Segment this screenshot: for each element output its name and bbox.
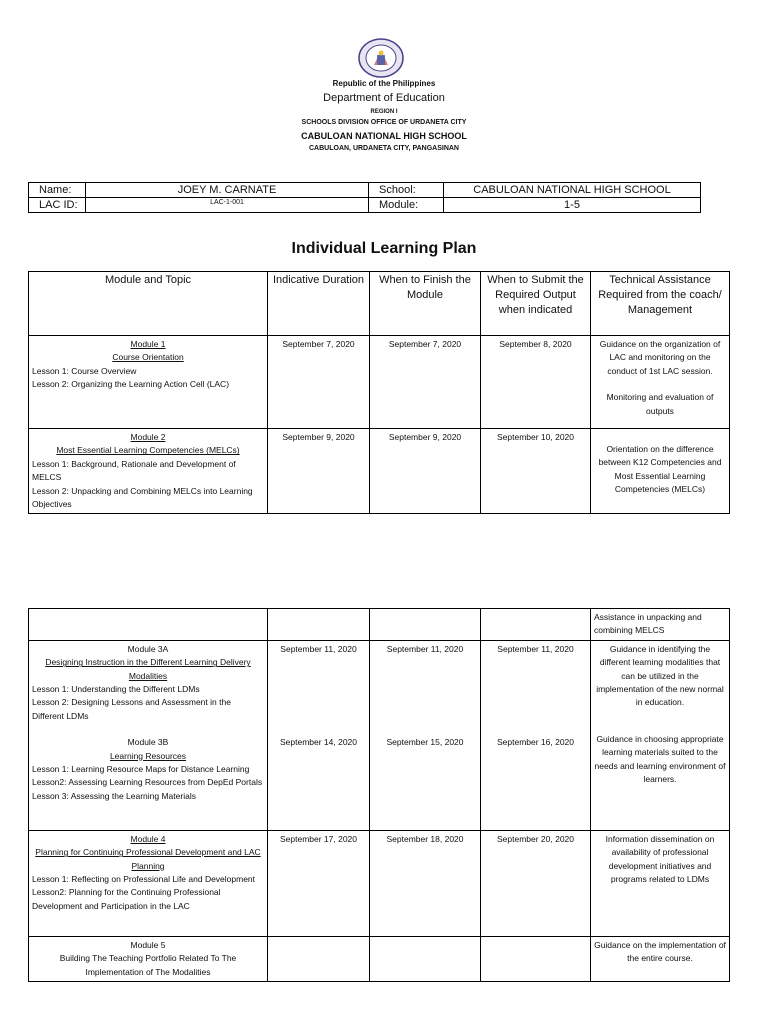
duration-cell: September 7, 2020 [268,336,370,429]
info-row [29,183,701,198]
info-table [28,182,701,213]
duration-cell [268,936,370,981]
module-cell [29,640,268,830]
module-topic: Building The Teaching Portfolio Related To The Implementation of The Modalities [59,953,237,977]
department-text: Department of Education [323,92,445,104]
submit-cell: September 20, 2020 [481,830,591,936]
table-row [29,429,730,514]
assistance-cell [591,429,730,514]
module-label: Module: [369,198,444,213]
lesson-item: Lesson2: Planning for the Continuing Professional Development and Participation in the LAC [32,887,221,911]
module-number: Module 5 [130,939,166,950]
learning-plan-table-continued [28,608,730,982]
assistance-cell: Information dissemination on availability of professional development initiatives and programs related to LDMs [591,830,730,936]
lac-id-label: LAC ID: [29,198,86,213]
module-topic: Most Essential Learning Competencies (MELCs) [56,445,240,456]
table-row [29,336,730,429]
lesson-item: Lesson 1: Background, Rationale and Development of MELCS [32,458,236,483]
duration-text: September 14, 2020 [279,737,358,748]
module-topic: Designing Instruction in the Different Learning Delivery Modalities [45,657,251,681]
submit-cell [481,640,591,830]
school-address-text: CABULOAN, URDANETA CITY, PANGASINAN [309,145,459,152]
submit-cell [481,609,591,641]
page-title: Individual Learning Plan [291,240,477,257]
lesson-item: Lesson 1: Learning Resource Maps for Distance Learning [32,764,250,775]
division-text: SCHOOLS DIVISION OFFICE OF URDANETA CITY [301,119,467,126]
lesson-item: Lesson 1: Reflecting on Professional Life and Development [32,874,256,885]
submit-cell: September 10, 2020 [481,429,591,514]
school-label: School: [369,183,444,198]
col-submit: When to Submit the Required Output when indicated [481,272,591,336]
table-header-row [29,272,730,336]
assistance-text: Monitoring and evaluation of outputs [606,392,714,416]
submit-text: September 16, 2020 [496,737,575,748]
finish-cell [370,609,481,641]
finish-cell: September 9, 2020 [370,429,481,514]
table-row [29,830,730,936]
assistance-text: Guidance in choosing appropriate learning materials suited to the needs and learning environment of learners. [594,733,726,785]
duration-text: September 11, 2020 [280,643,357,654]
deped-seal-logo [355,38,407,78]
assistance-cell [591,336,730,429]
finish-text: September 11, 2020 [386,643,464,654]
assistance-text: Guidance in identifying the different learning modalities that can be utilized in the implementation of the new normal in education. [596,643,724,708]
school-value: CABULOAN NATIONAL HIGH SCHOOL [444,183,701,198]
module-topic: Learning Resources [109,750,187,761]
finish-cell: September 18, 2020 [370,830,481,936]
col-module-topic: Module and Topic [29,272,268,336]
finish-cell: September 7, 2020 [370,336,481,429]
duration-cell [268,640,370,830]
assistance-cell: Guidance on the implementation of the entire course. [591,936,730,981]
module-cell [29,936,268,981]
lesson-item: Lesson2: Assessing Learning Resources from DepEd Portals [32,777,263,788]
col-duration: Indicative Duration [268,272,370,336]
lac-id-value: LAC-1-001 [86,198,369,213]
module-cell [29,830,268,936]
finish-cell [370,936,481,981]
region-text: REGION I [370,109,398,115]
school-name-text: CABULOAN NATIONAL HIGH SCHOOL [301,131,467,141]
assistance-cell [591,640,730,830]
module-number: Module 3B [127,737,169,748]
table-row [29,936,730,981]
col-assistance: Technical Assistance Required from the coach/ Management [591,272,730,336]
module-number: Module 4 [130,833,166,844]
col-finish: When to Finish the Module [370,272,481,336]
learning-plan-table [28,271,730,514]
name-label: Name: [29,183,86,198]
finish-cell [370,640,481,830]
name-value: JOEY M. CARNATE [86,183,369,198]
assistance-cell: Assistance in unpacking and combining MELCS [591,609,730,641]
module-number: Module 2 [130,432,166,442]
table-row [29,609,730,641]
module-number: Module 3A [127,643,169,654]
duration-cell: September 17, 2020 [268,830,370,936]
lesson-item: Lesson 3: Assessing the Learning Materials [32,790,196,801]
duration-cell: September 9, 2020 [268,429,370,514]
submit-cell: September 8, 2020 [481,336,591,429]
module-number: Module 1 [130,339,166,349]
assistance-text: Guidance on the organization of LAC and monitoring on the conduct of 1st LAC session. [599,339,721,376]
lesson-item: Lesson 2: Unpacking and Combining MELCs into Learning Objectives [32,485,253,510]
duration-cell [268,609,370,641]
module-topic: Course Orientation [112,352,184,363]
module-cell [29,336,268,429]
submit-text: September 11, 2020 [497,643,574,654]
assistance-text: Orientation on the difference between K12 Competencies and Most Essential Learning Competencies (MELCs) [598,444,722,495]
lesson-item: Lesson 2: Designing Lessons and Assessment in the Different LDMs [32,697,231,721]
lesson-item: Lesson 1: Understanding the Different LDMs [32,684,200,695]
lesson-item: Lesson 2: Organizing the Learning Action Cell (LAC) [32,379,230,390]
finish-text: September 15, 2020 [386,737,464,748]
republic-text: Republic of the Philippines [332,79,436,88]
module-topic: Planning for Continuing Professional Development and LAC Planning [35,847,261,871]
info-row [29,198,701,213]
submit-cell [481,936,591,981]
module-cell [29,609,268,641]
lesson-item: Lesson 1: Course Overview [32,365,137,376]
table-row [29,640,730,830]
module-value: 1-5 [444,198,701,213]
module-cell [29,429,268,514]
